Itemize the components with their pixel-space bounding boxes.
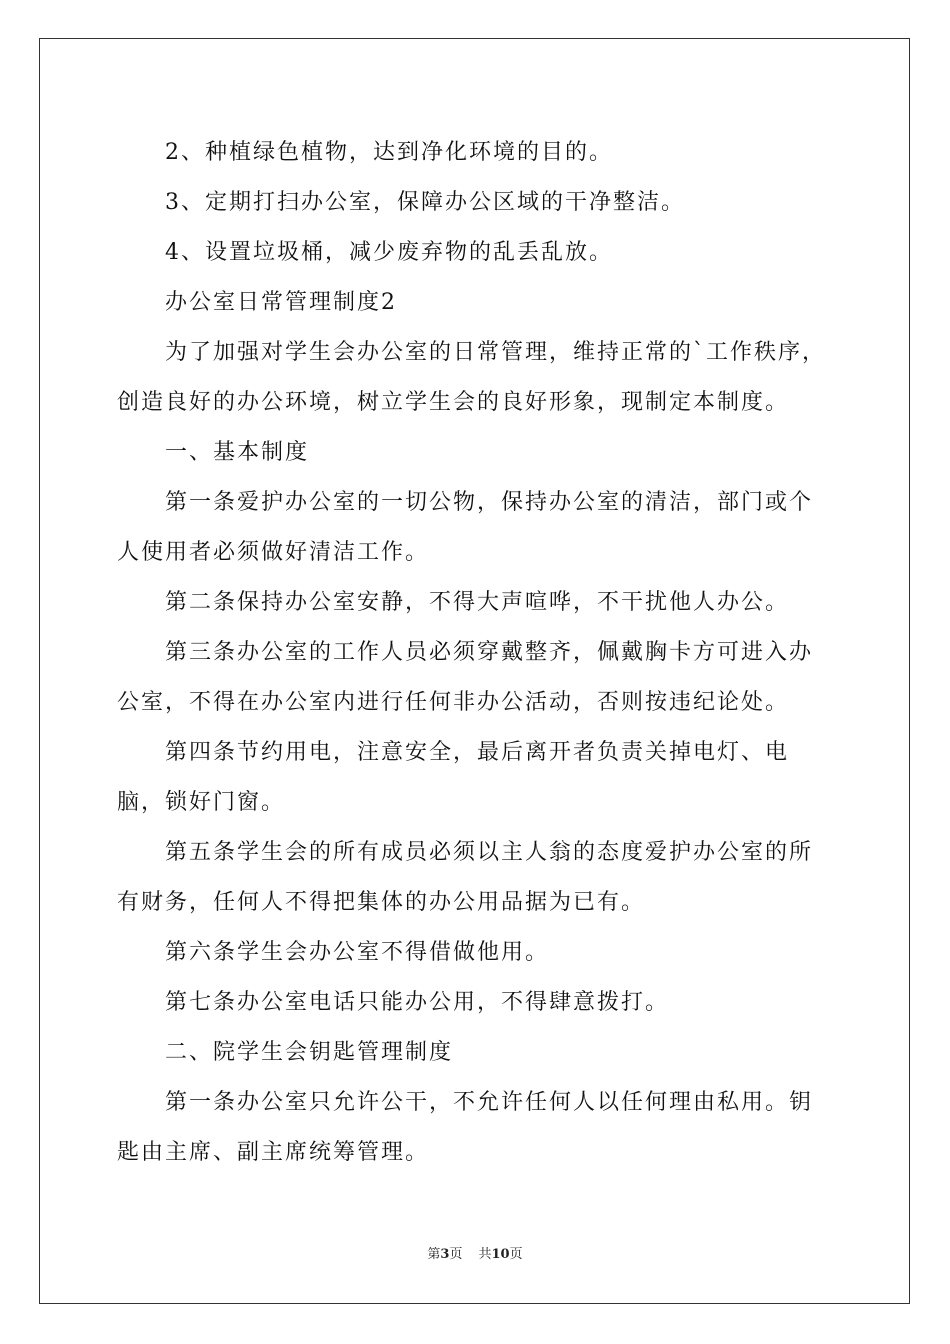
paragraph: 第七条办公室电话只能办公用，不得肆意拨打。 xyxy=(165,990,670,1015)
page-suffix: 页 xyxy=(449,1247,463,1262)
section-heading: 二、院学生会钥匙管理制度 xyxy=(165,1040,454,1065)
paragraph: 第六条学生会办公室不得借做他用。 xyxy=(165,940,550,965)
total-prefix: 共 xyxy=(478,1247,492,1262)
paragraph: 第一条办公室只允许公干，不允许任何人以任何理由私用。钥匙由主席、副主席统筹管理。 xyxy=(117,1090,814,1165)
section-heading: 办公室日常管理制度2 xyxy=(165,290,397,315)
current-page-number: 3 xyxy=(440,1247,450,1262)
paragraph: 第二条保持办公室安静，不得大声喧哗，不干扰他人办公。 xyxy=(165,590,790,615)
paragraph: 2、种植绿色植物，达到净化环境的目的。 xyxy=(165,140,613,165)
page-prefix: 第 xyxy=(427,1247,441,1262)
paragraph: 第五条学生会的所有成员必须以主人翁的态度爱护办公室的所有财务，任何人不得把集体的办公用品据为已有。 xyxy=(117,840,814,915)
paragraph: 4、设置垃圾桶，减少废弃物的乱丢乱放。 xyxy=(165,240,613,265)
paragraph: 第三条办公室的工作人员必须穿戴整齐，佩戴胸卡方可进入办公室，不得在办公室内进行任何非办公活动，否则按违纪论处。 xyxy=(117,640,814,715)
total-page-count: 10 xyxy=(491,1247,510,1262)
paragraph: 为了加强对学生会办公室的日常管理，维持正常的`工作秩序，创造良好的办公环境，树立学生会的良好形象，现制定本制度。 xyxy=(117,340,827,415)
page-footer xyxy=(0,1245,950,1265)
section-heading: 一、基本制度 xyxy=(165,440,310,465)
paragraph: 第四条节约用电，注意安全，最后离开者负责关掉电灯、电脑，锁好门窗。 xyxy=(117,740,790,815)
document-body xyxy=(117,128,833,1178)
paragraph: 第一条爱护办公室的一切公物，保持办公室的清洁，部门或个人使用者必须做好清洁工作。 xyxy=(117,490,814,565)
paragraph: 3、定期打扫办公室，保障办公区域的干净整洁。 xyxy=(165,190,685,215)
total-suffix: 页 xyxy=(509,1247,523,1262)
